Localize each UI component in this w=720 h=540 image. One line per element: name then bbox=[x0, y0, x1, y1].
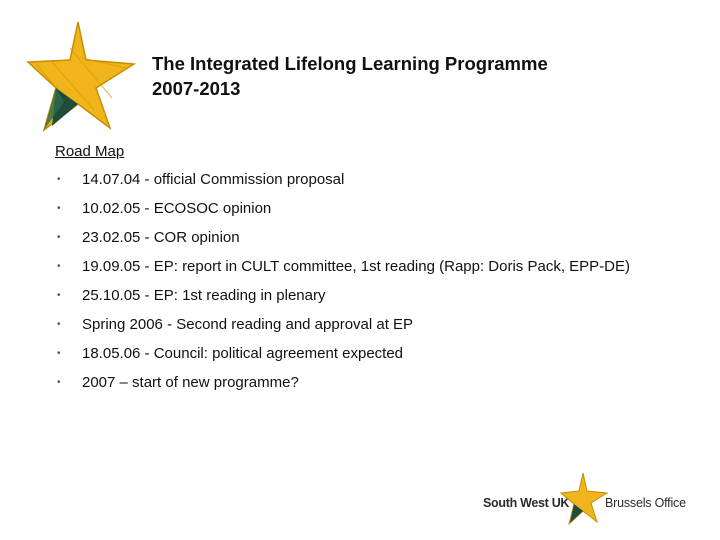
list-item-text: 18.05.06 - Council: political agreement expected bbox=[82, 345, 404, 362]
list-item-text: 2007 – start of new programme? bbox=[82, 374, 299, 391]
bullet-icon: • bbox=[57, 377, 61, 388]
list-item bbox=[54, 344, 674, 364]
bullet-icon: • bbox=[57, 261, 61, 272]
list-item-text: 19.09.05 - EP: report in CULT committee, 1st reading (Rapp: Doris Pack, EPP-DE) bbox=[82, 258, 630, 275]
list-item bbox=[54, 257, 674, 277]
title-line-2: 2007-2013 bbox=[152, 78, 241, 99]
list-item-text: 23.02.05 - COR opinion bbox=[82, 229, 240, 246]
bullet-icon: • bbox=[57, 319, 61, 330]
star-logo-icon bbox=[22, 18, 140, 134]
bullet-icon: • bbox=[57, 174, 61, 185]
list-item-text: 10.02.05 - ECOSOC opinion bbox=[82, 200, 272, 217]
road-map-list bbox=[54, 170, 674, 402]
list-item-text: 25.10.05 - EP: 1st reading in plenary bbox=[82, 287, 326, 304]
bullet-icon: • bbox=[57, 348, 61, 359]
road-map-heading: Road Map bbox=[55, 143, 125, 160]
brand-star-icon bbox=[559, 472, 609, 526]
list-item bbox=[54, 315, 674, 335]
presentation-title bbox=[152, 51, 548, 101]
list-item bbox=[54, 228, 674, 248]
bullet-icon: • bbox=[57, 232, 61, 243]
south-west-uk-logo bbox=[483, 472, 688, 528]
list-item bbox=[54, 170, 674, 190]
list-item-text: 14.07.04 - official Commission proposal bbox=[82, 171, 345, 188]
bullet-icon: • bbox=[57, 203, 61, 214]
title-line-1: The Integrated Lifelong Learning Programme bbox=[152, 53, 548, 74]
list-item-text: Spring 2006 - Second reading and approval at EP bbox=[82, 316, 414, 333]
brand-left-text: South West UK bbox=[483, 496, 570, 510]
bullet-icon: • bbox=[57, 290, 61, 301]
brand-right-text: Brussels Office bbox=[605, 496, 686, 510]
list-item bbox=[54, 199, 674, 219]
list-item bbox=[54, 286, 674, 306]
list-item bbox=[54, 373, 674, 393]
